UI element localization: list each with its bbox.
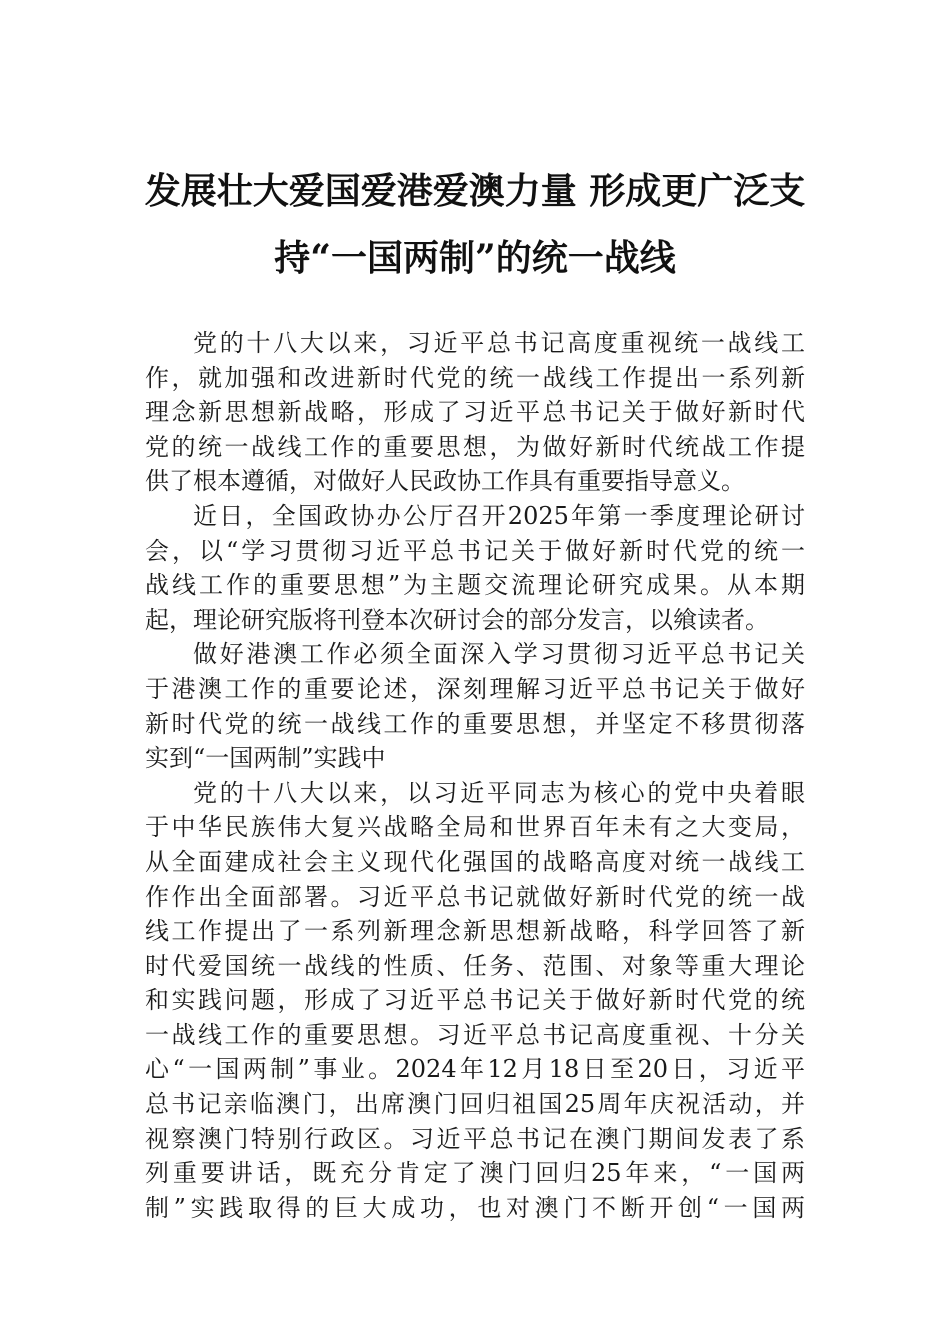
text-line: 战线工作的重要思想”为主题交流理论研究成果。从本期 bbox=[145, 571, 805, 600]
text-line: 列重要讲话，既充分肯定了澳门回归25年来，“一国两 bbox=[145, 1159, 805, 1188]
text-line: 视察澳门特别行政区。习近平总书记在澳门期间发表了系 bbox=[145, 1124, 805, 1153]
text-line: 心“一国两制”事业。2024年12月18日至20日，习近平 bbox=[145, 1055, 805, 1084]
text-line: 会，以“学习贯彻习近平总书记关于做好新时代党的统一 bbox=[145, 536, 805, 565]
text-line: 理念新思想新战略，形成了习近平总书记关于做好新时代 bbox=[145, 398, 805, 427]
text-line: 党的十八大以来，以习近平同志为核心的党中央着眼 bbox=[193, 778, 805, 807]
text-line: 实到“一国两制”实践中 bbox=[145, 744, 386, 773]
text-line: 作作出全面部署。习近平总书记就做好新时代党的统一战 bbox=[145, 882, 805, 911]
article-body bbox=[145, 326, 805, 1225]
text-line: 于港澳工作的重要论述，深刻理解习近平总书记关于做好 bbox=[145, 674, 805, 703]
text-line: 于中华民族伟大复兴战略全局和世界百年未有之大变局， bbox=[145, 813, 805, 842]
title-line-1: 发展壮大爱国爱港爱澳力量 形成更广泛支 bbox=[144, 170, 806, 212]
text-line: 和实践问题，形成了习近平总书记关于做好新时代党的统 bbox=[145, 986, 805, 1015]
text-line: 时代爱国统一战线的性质、任务、范围、对象等重大理论 bbox=[145, 951, 805, 980]
text-line: 制”实践取得的巨大成功，也对澳门不断开创“一国两 bbox=[145, 1193, 805, 1222]
text-line: 新时代党的统一战线工作的重要思想，并坚定不移贯彻落 bbox=[145, 709, 805, 738]
text-line: 近日，全国政协办公厅召开2025年第一季度理论研讨 bbox=[193, 501, 805, 530]
text-line: 起，理论研究版将刊登本次研讨会的部分发言，以飨读者。 bbox=[145, 605, 769, 634]
text-line: 线工作提出了一系列新理念新思想新战略，科学回答了新 bbox=[145, 917, 805, 946]
text-line: 党的统一战线工作的重要思想，为做好新时代统战工作提 bbox=[145, 432, 805, 461]
title-line-2: 持“一国两制”的统一战线 bbox=[274, 237, 676, 279]
text-line: 党的十八大以来，习近平总书记高度重视统一战线工 bbox=[193, 329, 805, 357]
text-line: 从全面建成社会主义现代化强国的战略高度对统一战线工 bbox=[145, 847, 805, 876]
text-line: 一战线工作的重要思想。习近平总书记高度重视、十分关 bbox=[145, 1020, 805, 1049]
text-line: 做好港澳工作必须全面深入学习贯彻习近平总书记关 bbox=[193, 640, 805, 669]
text-line: 供了根本遵循，对做好人民政协工作具有重要指导意义。 bbox=[145, 467, 745, 496]
text-line: 作，就加强和改进新时代党的统一战线工作提出一系列新 bbox=[145, 363, 805, 392]
text-line: 总书记亲临澳门，出席澳门回归祖国25周年庆祝活动，并 bbox=[145, 1090, 805, 1119]
